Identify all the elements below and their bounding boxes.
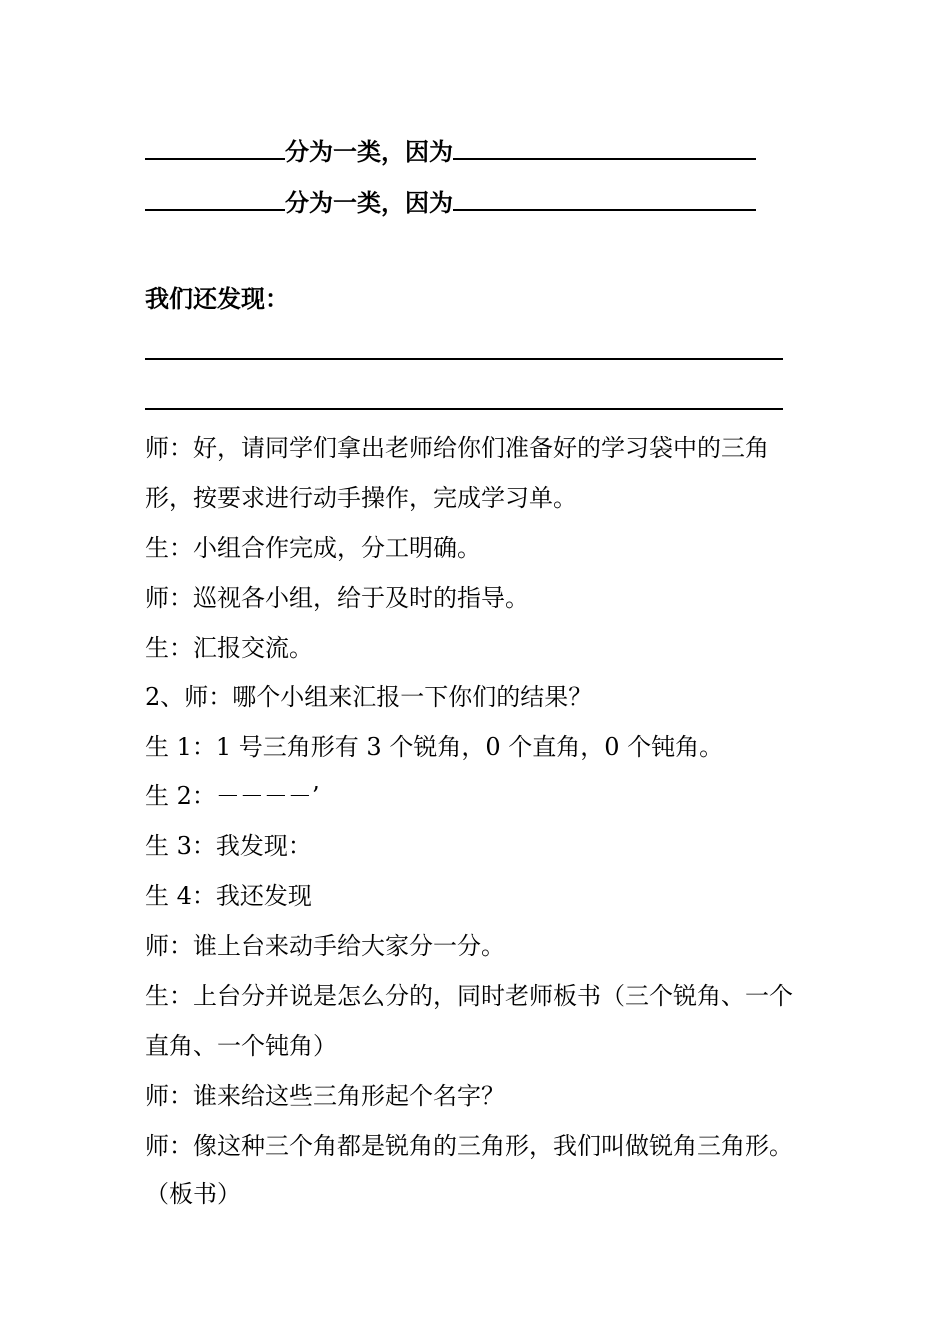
dialogue-line: 师：谁来给这些三角形起个名字？ bbox=[145, 1082, 505, 1110]
blank-group-field[interactable] bbox=[145, 132, 285, 160]
classification-row-2 bbox=[145, 183, 756, 219]
dialogue-line: 生 2：－－－－’ bbox=[145, 782, 320, 810]
discovery-heading: 我们还发现： bbox=[145, 284, 289, 313]
blank-reason-field[interactable] bbox=[453, 183, 756, 211]
dialogue-line: 生 4：我还发现 bbox=[145, 882, 312, 910]
blank-discovery-line-2[interactable] bbox=[145, 408, 783, 410]
dialogue-line: 生：上台分并说是怎么分的，同时老师板书（三个锐角、一个 bbox=[145, 982, 793, 1010]
dialogue-line: 生：汇报交流。 bbox=[145, 634, 313, 662]
row-text: 分为一类，因为 bbox=[285, 188, 453, 217]
dialogue-line: 师：好，请同学们拿出老师给你们准备好的学习袋中的三角 bbox=[145, 434, 769, 462]
dialogue-line: （板书） bbox=[145, 1180, 241, 1208]
dialogue-line: 直角、一个钝角） bbox=[145, 1032, 337, 1060]
blank-reason-field[interactable] bbox=[453, 132, 756, 160]
dialogue-line: 2、师：哪个小组来汇报一下你们的结果？ bbox=[145, 683, 593, 711]
blank-group-field[interactable] bbox=[145, 183, 285, 211]
classification-row-1 bbox=[145, 132, 756, 168]
dialogue-line: 师：谁上台来动手给大家分一分。 bbox=[145, 932, 505, 960]
dialogue-line: 师：像这种三个角都是锐角的三角形，我们叫做锐角三角形。 bbox=[145, 1132, 793, 1160]
dialogue-line: 师：巡视各小组，给于及时的指导。 bbox=[145, 584, 529, 612]
dialogue-line: 生 3：我发现： bbox=[145, 832, 312, 860]
row-text: 分为一类，因为 bbox=[285, 137, 453, 166]
blank-discovery-line-1[interactable] bbox=[145, 358, 783, 360]
dialogue-line: 生：小组合作完成，分工明确。 bbox=[145, 534, 481, 562]
dialogue-line: 生 1：1 号三角形有 3 个锐角，0 个直角，0 个钝角。 bbox=[145, 733, 724, 761]
dialogue-line: 形，按要求进行动手操作，完成学习单。 bbox=[145, 484, 577, 512]
